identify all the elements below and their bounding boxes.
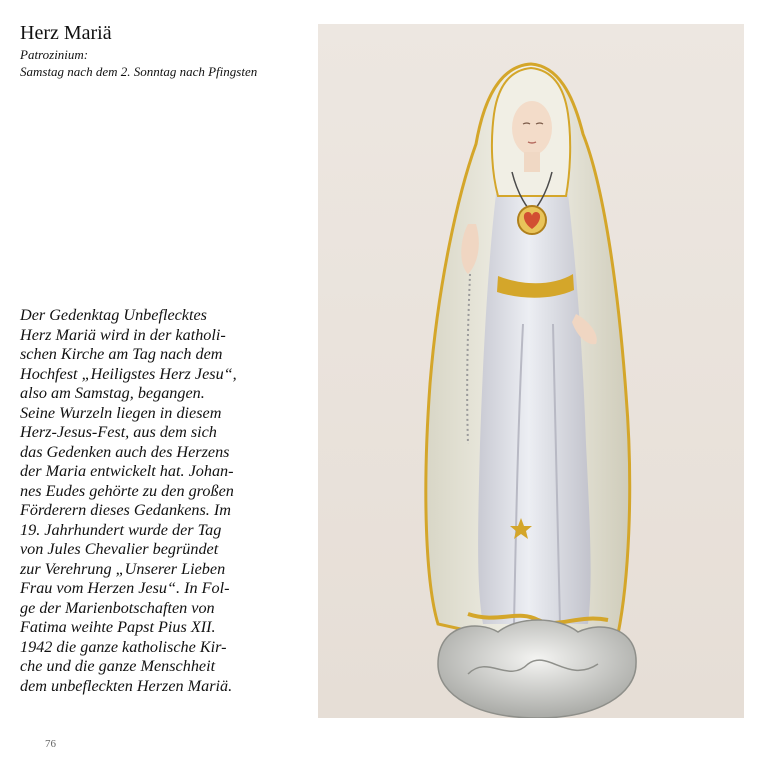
body-line: dem unbefleckten Herzen Mariä. bbox=[20, 676, 233, 695]
statue-photo bbox=[318, 24, 744, 718]
body-line: 1942 die ganze katholische Kir- bbox=[20, 637, 227, 656]
body-line: Herz Mariä wird in der katholi- bbox=[20, 325, 226, 344]
body-line: Förderern dieses Gedankens. Im bbox=[20, 501, 231, 519]
body-line: Frau vom Herzen Jesu“. In Fol- bbox=[20, 579, 230, 597]
body-line: Hochfest „Heiligstes Herz Jesu“, bbox=[20, 364, 237, 383]
patronage-label: Patrozinium: bbox=[20, 47, 89, 62]
body-line: schen Kirche am Tag nach dem bbox=[20, 345, 223, 363]
body-line: Seine Wurzeln liegen in diesem bbox=[20, 403, 222, 422]
body-line: zur Verehrung „Unserer Lieben bbox=[20, 559, 226, 578]
statue-illustration bbox=[318, 24, 744, 718]
patronage-info bbox=[20, 46, 257, 80]
robe bbox=[478, 194, 591, 624]
body-line: Der Gedenktag Unbeflecktes bbox=[20, 306, 207, 324]
body-line: also am Samstag, begangen. bbox=[20, 384, 205, 402]
patronage-date: Samstag nach dem 2. Sonntag nach Pfingsten bbox=[20, 64, 258, 79]
neck bbox=[524, 152, 540, 172]
body-line: ge der Marienbotschaften von bbox=[20, 598, 215, 617]
body-line: das Gedenken auch des Herzens bbox=[20, 442, 230, 461]
body-line: Herz-Jesus-Fest, aus dem sich bbox=[20, 423, 217, 441]
cloud-pedestal bbox=[438, 620, 636, 718]
body-line: 19. Jahrhundert wurde der Tag bbox=[20, 520, 222, 539]
body-line: Fatima weihte Papst Pius XII. bbox=[20, 618, 216, 636]
face bbox=[512, 101, 552, 155]
body-line: der Maria entwickelt hat. Johan- bbox=[20, 462, 234, 480]
page-number: 76 bbox=[45, 738, 56, 750]
body-line: von Jules Chevalier begründet bbox=[20, 540, 219, 558]
page-title: Herz Mariä bbox=[20, 22, 112, 44]
body-line: nes Eudes gehörte zu den großen bbox=[20, 481, 234, 500]
body-text bbox=[20, 306, 305, 696]
body-line: che und die ganze Menschheit bbox=[20, 657, 216, 675]
